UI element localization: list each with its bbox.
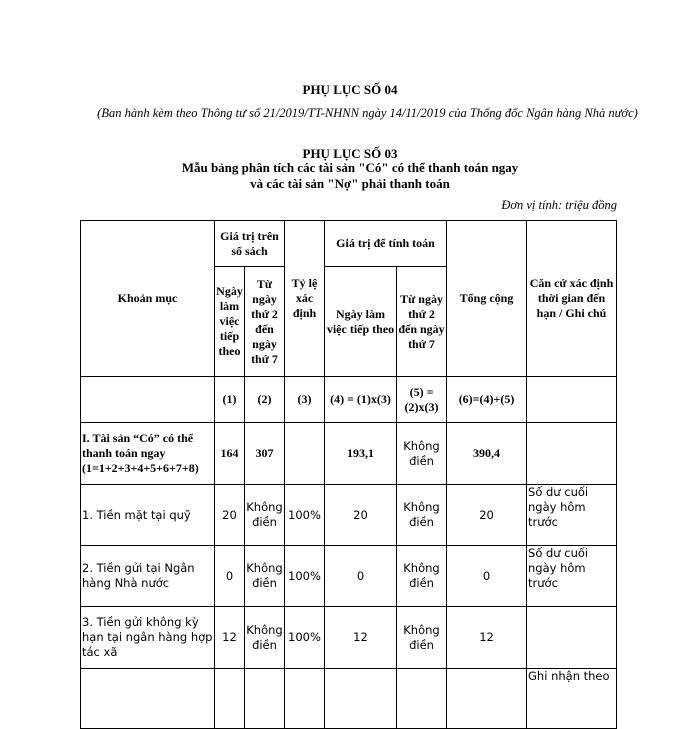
cell-col5: Không điền [397, 423, 447, 485]
index-cell: (3) [285, 377, 325, 423]
cell-col1: 20 [215, 485, 245, 546]
cell-note: Số dư cuối ngày hôm trước [527, 485, 617, 546]
form-title-line-1: Mẫu bảng phân tích các tài sản "Có" có thể thanh toán ngay [181, 160, 519, 175]
cell-col5: Không điền [397, 546, 447, 607]
index-cell-blank [81, 377, 215, 423]
cell-col6: 390,4 [447, 423, 527, 485]
row-label: I. Tài sản “Có” có thể thanh toán ngay (1=1+2+3+4+5+6+7+8) [81, 423, 215, 485]
table-row [81, 607, 617, 669]
form-title-line-2: và các tài sản "Nợ" phải thanh toán [250, 176, 450, 191]
cell-col5 [397, 669, 447, 729]
cell-note [527, 423, 617, 485]
header-tu-ngay-thu-2-tinh-toan: Từ ngày thứ 2 đến ngày thứ 7 [397, 267, 447, 377]
index-cell: (6)=(4)+(5) [447, 377, 527, 423]
index-cell: (1) [215, 377, 245, 423]
cell-col6: 20 [447, 485, 527, 546]
table-row [81, 546, 617, 607]
header-tu-ngay-thu-2: Từ ngày thứ 2 đến ngày thứ 7 [245, 267, 285, 377]
analysis-table [80, 220, 617, 729]
form-number: PHỤ LỤC SỐ 03 [302, 146, 398, 161]
table-row-partial [81, 669, 617, 729]
cell-col2: Không điền [245, 546, 285, 607]
index-cell: (5) = (2)x(3) [397, 377, 447, 423]
header-ngay-lam-viec-tinh-toan: Ngày làm việc tiếp theo [325, 267, 397, 377]
table-row [81, 485, 617, 546]
cell-col1: 0 [215, 546, 245, 607]
header-gia-tri-so-sach: Giá trị trên sổ sách [215, 221, 285, 267]
cell-col2: 307 [245, 423, 285, 485]
appendix-subtitle: (Ban hành kèm theo Thông tư số 21/2019/TT-NHNN ngày 14/11/2019 của Thống đốc Ngân hàng Nhà nước) [97, 106, 638, 120]
cell-col5: Không điền [397, 607, 447, 669]
index-cell: (2) [245, 377, 285, 423]
cell-col3: 100% [285, 485, 325, 546]
cell-col2: Không điền [245, 485, 285, 546]
index-cell: (4) = (1)x(3) [325, 377, 397, 423]
index-cell-blank [527, 377, 617, 423]
header-row-1 [81, 221, 617, 267]
header-gia-tri-tinh-toan: Giá trị để tính toán [325, 221, 447, 267]
cell-col6: 12 [447, 607, 527, 669]
row-label: 3. Tiền gửi không kỳ hạn tại ngân hàng hợp tác xã [81, 607, 215, 669]
header-ngay-lam-viec: Ngày làm việc tiếp theo [215, 267, 245, 377]
row-label [81, 669, 215, 729]
header-can-cu: Căn cứ xác định thời gian đến hạn / Ghi chú [527, 221, 617, 377]
cell-note: Ghi nhận theo [527, 669, 617, 729]
table-row-assets-total [81, 423, 617, 485]
cell-col3: 100% [285, 607, 325, 669]
cell-col1: 164 [215, 423, 245, 485]
cell-col2 [245, 669, 285, 729]
header-tong-cong: Tổng cộng [447, 221, 527, 377]
row-label: 1. Tiền mặt tại quỹ [81, 485, 215, 546]
form-title [0, 160, 700, 192]
index-row [81, 377, 617, 423]
cell-col3 [285, 669, 325, 729]
cell-note: Số dư cuối ngày hôm trước [527, 546, 617, 607]
unit-label: Đơn vị tính: triệu đồng [501, 198, 617, 212]
cell-col3: 100% [285, 546, 325, 607]
cell-col6: 0 [447, 546, 527, 607]
row-label: 2. Tiền gửi tại Ngân hàng Nhà nước [81, 546, 215, 607]
cell-col4: 20 [325, 485, 397, 546]
cell-col3 [285, 423, 325, 485]
cell-col4: 12 [325, 607, 397, 669]
cell-col4: 0 [325, 546, 397, 607]
cell-col2: Không điền [245, 607, 285, 669]
cell-note [527, 607, 617, 669]
cell-col5: Không điền [397, 485, 447, 546]
cell-col4 [325, 669, 397, 729]
header-ty-le: Tỷ lệ xác định [285, 221, 325, 377]
cell-col1 [215, 669, 245, 729]
cell-col4: 193,1 [325, 423, 397, 485]
cell-col1: 12 [215, 607, 245, 669]
cell-col6 [447, 669, 527, 729]
appendix-title: PHỤ LỤC SỐ 04 [302, 82, 398, 97]
header-khoan-muc: Khoản mục [81, 221, 215, 377]
